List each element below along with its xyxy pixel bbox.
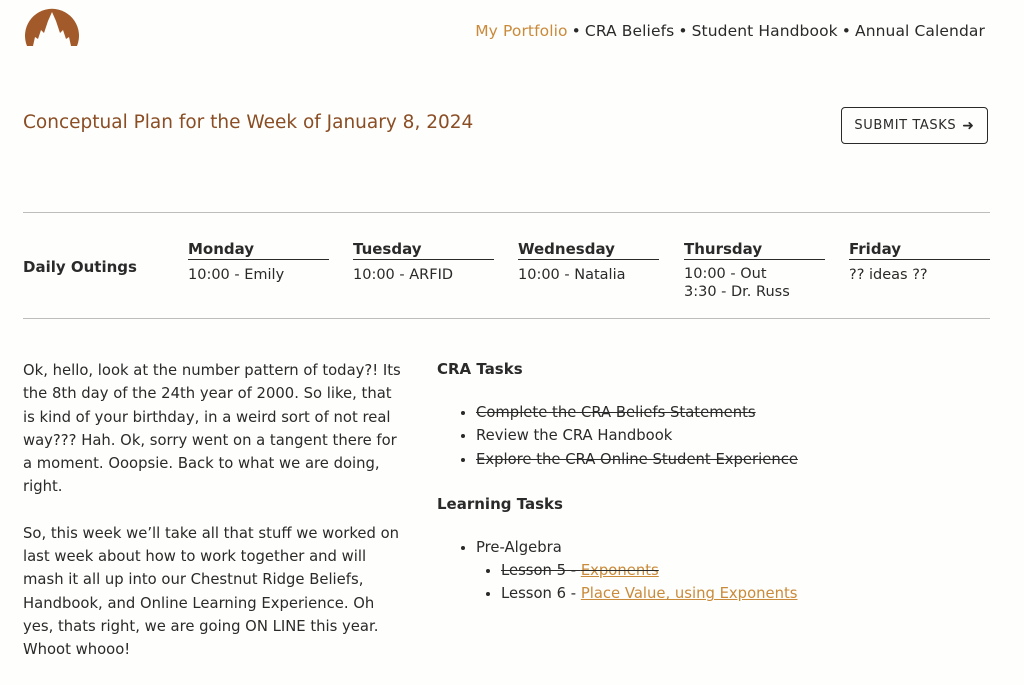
nav-cra-beliefs[interactable]: CRA Beliefs — [584, 22, 675, 40]
lesson-item — [501, 582, 997, 605]
day-name: Thursday — [684, 240, 825, 260]
day-entries — [684, 265, 825, 301]
intro-paragraph: So, this week we’ll take all that stuff we worked on last week about how to work together and will mash it all up into our Chestnut Ridge Beliefs, Handbook, and Online Learning Experience. Oh yes, thats right, we are going ON LINE this year. Whoot whooo! — [23, 524, 400, 659]
day-column-tuesday — [353, 240, 494, 284]
subject-item — [476, 536, 997, 606]
day-entries — [188, 266, 329, 284]
lesson-list — [476, 559, 997, 606]
learning-task-list — [437, 536, 997, 606]
submit-tasks-button[interactable] — [841, 107, 988, 144]
day-name: Friday — [849, 240, 990, 260]
lesson-label: Lesson 6 — [501, 585, 567, 603]
lesson-link[interactable]: Place Value, using Exponents — [580, 585, 798, 603]
task-item[interactable]: • Review the CRA Handbook — [476, 424, 997, 447]
cra-task-list — [437, 401, 997, 471]
lesson-separator: - — [566, 585, 581, 603]
top-nav — [475, 22, 985, 40]
day-entries — [849, 266, 990, 284]
cra-tasks-heading: CRA Tasks — [437, 360, 523, 378]
nav-annual-calendar[interactable]: Annual Calendar — [854, 22, 985, 40]
logo-icon[interactable] — [23, 6, 81, 54]
day-entries — [353, 266, 494, 284]
lesson-label: Lesson 5 — [501, 562, 567, 580]
page-title: Conceptual Plan for the Week of January 8, 2024 — [23, 112, 474, 133]
lesson-link[interactable]: Exponents — [580, 562, 659, 580]
day-entry: 10:00 - Out — [684, 266, 767, 282]
daily-outings-label: Daily Outings — [23, 258, 137, 276]
nav-my-portfolio[interactable]: My Portfolio — [475, 22, 568, 40]
day-column-friday — [849, 240, 990, 284]
day-entry: 10:00 - Emily — [188, 267, 285, 283]
tasks-panel — [437, 360, 997, 606]
divider — [23, 318, 990, 319]
lesson-item — [501, 559, 997, 582]
learning-tasks-heading: Learning Tasks — [437, 494, 563, 513]
divider — [23, 212, 990, 213]
nav-student-handbook[interactable]: Student Handbook — [691, 22, 838, 40]
intro-paragraph: Ok, hello, look at the number pattern of today?! Its the 8th day of the 24th year of 2000. So like, that is kind of your birthday, in a weird sort of not real way??? Hah. Ok, sorry went on a tangent there for a moment. Ooopsie. Back to what we are doing, right. — [23, 362, 401, 496]
day-name: Wednesday — [518, 240, 659, 260]
lesson-separator: - — [566, 562, 581, 580]
nav-separator: • — [571, 22, 581, 40]
submit-tasks-label: SUBMIT TASKS — [854, 118, 957, 133]
intro-text — [23, 359, 403, 685]
day-entries — [518, 266, 659, 284]
day-column-wednesday — [518, 240, 659, 284]
nav-separator: • — [678, 22, 688, 40]
nav-separator: • — [841, 22, 851, 40]
arrow-right-icon: ➜ — [962, 117, 975, 134]
task-item[interactable]: • Complete the CRA Beliefs Statements — [476, 401, 997, 424]
day-column-monday — [188, 240, 329, 284]
day-entry: ?? ideas ?? — [849, 267, 928, 283]
day-name: Tuesday — [353, 240, 494, 260]
task-item[interactable]: • Explore the CRA Online Student Experience — [476, 448, 997, 471]
subject-label: Pre-Algebra — [476, 538, 562, 556]
day-column-thursday — [684, 240, 825, 301]
day-entry: 10:00 - Natalia — [518, 267, 626, 283]
day-entry: 10:00 - ARFID — [353, 267, 454, 283]
day-entry: 3:30 - Dr. Russ — [684, 284, 790, 300]
day-name: Monday — [188, 240, 329, 260]
